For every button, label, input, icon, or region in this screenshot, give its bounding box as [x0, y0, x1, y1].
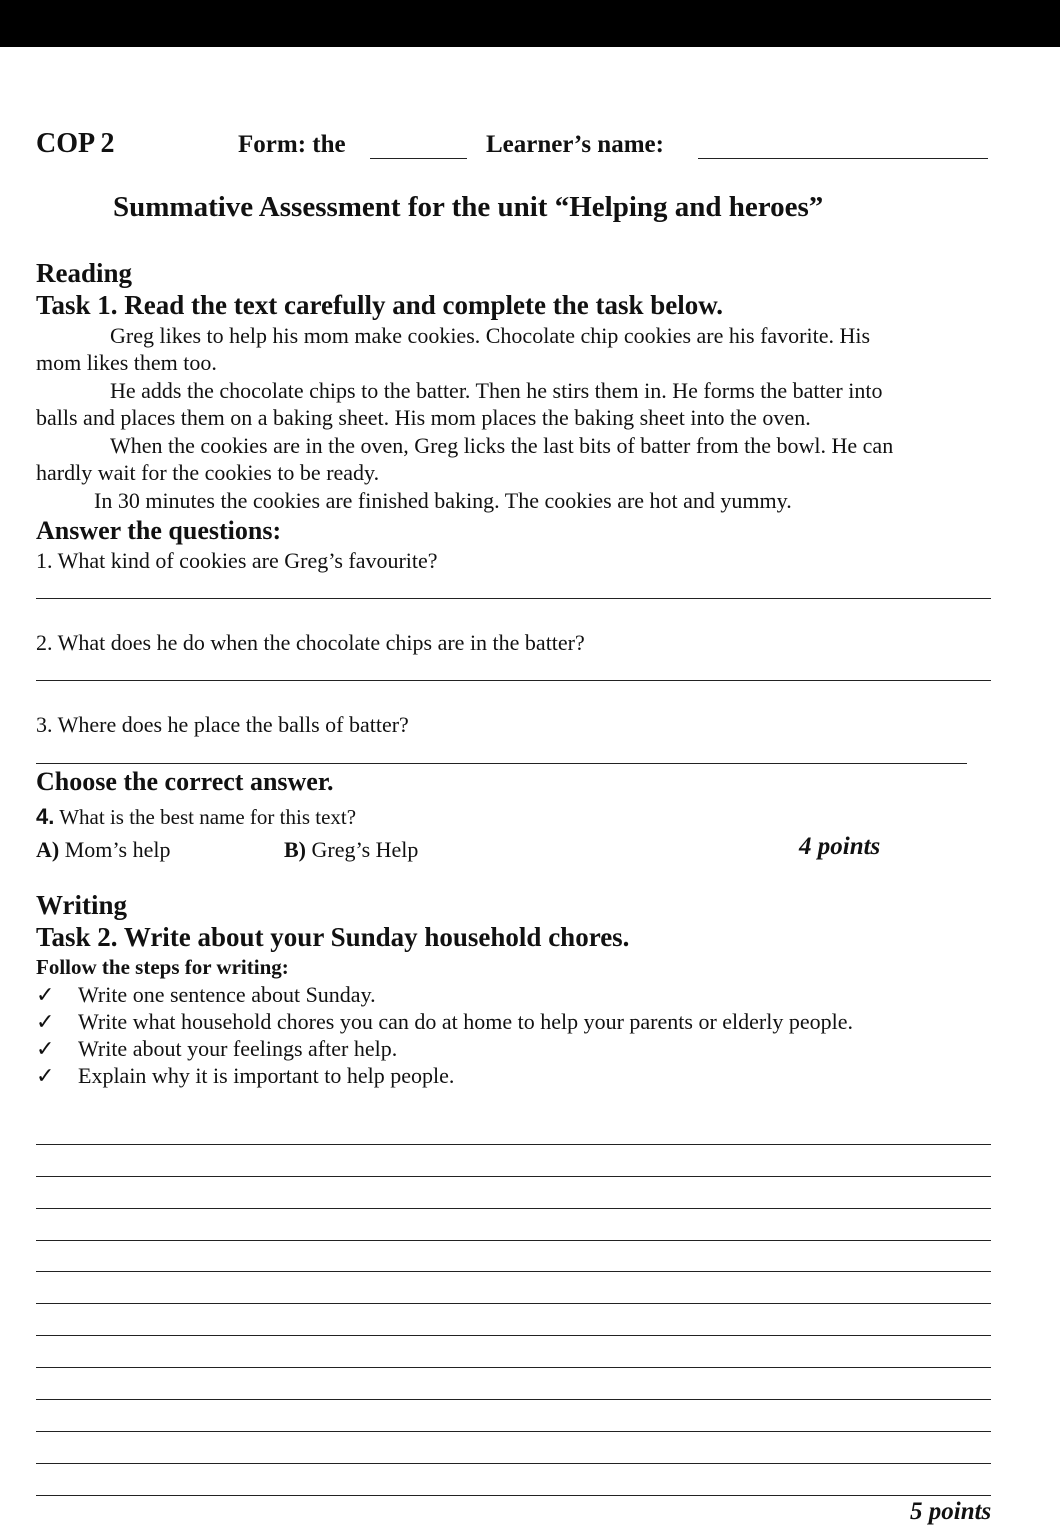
- writing-line-8[interactable]: [36, 1367, 991, 1368]
- check-icon: ✓: [36, 982, 55, 1007]
- reading-paragraph-4-line-1: In 30 minutes the cookies are finished baking. The cookies are hot and yummy.: [94, 488, 792, 513]
- option-b-text: Greg’s Help: [306, 837, 419, 862]
- writing-line-12[interactable]: [36, 1495, 991, 1496]
- writing-points: 5 points: [910, 1498, 992, 1525]
- writing-line-1[interactable]: [36, 1144, 991, 1145]
- form-label: Form: the: [238, 131, 346, 158]
- choose-answer-heading: Choose the correct answer.: [36, 767, 334, 796]
- reading-points: 4 points: [799, 833, 881, 860]
- step-2-text: Write what household chores you can do at home to help your parents or elderly people.: [78, 1009, 853, 1034]
- writing-line-11[interactable]: [36, 1463, 991, 1464]
- option-b-letter: B): [284, 837, 306, 862]
- check-icon: ✓: [36, 1036, 55, 1061]
- reading-paragraph-1-line-1: Greg likes to help his mom make cookies. Chocolate chip cookies are his favorite. His: [110, 323, 871, 348]
- option-b[interactable]: [284, 836, 418, 863]
- answer-line-1[interactable]: [36, 598, 991, 599]
- steps-heading: Follow the steps for writing:: [36, 955, 289, 979]
- step-2: [36, 1008, 853, 1035]
- question-3: 3. Where does he place the balls of batter?: [36, 712, 409, 737]
- step-3-text: Write about your feelings after help.: [78, 1036, 398, 1061]
- top-black-bar: [0, 0, 1060, 47]
- reading-paragraph-3-line-2: hardly wait for the cookies to be ready.: [36, 460, 380, 485]
- question-4: [36, 803, 356, 831]
- step-4-text: Explain why it is important to help people.: [78, 1063, 455, 1088]
- writing-line-4[interactable]: [36, 1240, 991, 1241]
- question-4-number: 4.: [36, 804, 55, 829]
- task1-heading: Task 1. Read the text carefully and complete the task below.: [36, 290, 723, 320]
- step-1: [36, 981, 376, 1008]
- task2-heading: Task 2. Write about your Sunday household chores.: [36, 922, 630, 952]
- reading-paragraph-2-line-2: balls and places them on a baking sheet. His mom places the baking sheet into the oven.: [36, 405, 811, 430]
- writing-line-6[interactable]: [36, 1303, 991, 1304]
- option-a-text: Mom’s help: [59, 837, 171, 862]
- step-4: [36, 1062, 454, 1089]
- answer-line-3[interactable]: [36, 763, 967, 764]
- reading-paragraph-1-line-2: mom likes them too.: [36, 350, 217, 375]
- reading-heading: Reading: [36, 258, 133, 288]
- writing-line-3[interactable]: [36, 1208, 991, 1209]
- option-a-letter: A): [36, 837, 60, 862]
- page-title: Summative Assessment for the unit “Helping and heroes”: [113, 191, 824, 223]
- option-a[interactable]: [36, 836, 170, 863]
- course-code: COP 2: [36, 128, 115, 159]
- writing-line-7[interactable]: [36, 1335, 991, 1336]
- step-1-text: Write one sentence about Sunday.: [78, 982, 376, 1007]
- question-4-text: What is the best name for this text?: [54, 805, 357, 829]
- check-icon: ✓: [36, 1009, 55, 1034]
- learner-name-blank[interactable]: [698, 158, 988, 159]
- question-1: 1. What kind of cookies are Greg’s favourite?: [36, 548, 438, 573]
- writing-line-10[interactable]: [36, 1431, 991, 1432]
- writing-heading: Writing: [36, 890, 128, 920]
- reading-paragraph-2-line-1: He adds the chocolate chips to the batter. Then he stirs them in. He forms the batter into: [110, 378, 883, 403]
- check-icon: ✓: [36, 1063, 55, 1088]
- writing-line-2[interactable]: [36, 1176, 991, 1177]
- reading-paragraph-3-line-1: When the cookies are in the oven, Greg licks the last bits of batter from the bowl. He can: [110, 433, 894, 458]
- writing-line-9[interactable]: [36, 1399, 991, 1400]
- form-blank[interactable]: [370, 158, 467, 159]
- question-2: 2. What does he do when the chocolate chips are in the batter?: [36, 630, 585, 655]
- step-3: [36, 1035, 397, 1062]
- answer-line-2[interactable]: [36, 680, 991, 681]
- learner-name-label: Learner’s name:: [486, 131, 664, 158]
- answer-questions-heading: Answer the questions:: [36, 516, 282, 545]
- writing-line-5[interactable]: [36, 1271, 991, 1272]
